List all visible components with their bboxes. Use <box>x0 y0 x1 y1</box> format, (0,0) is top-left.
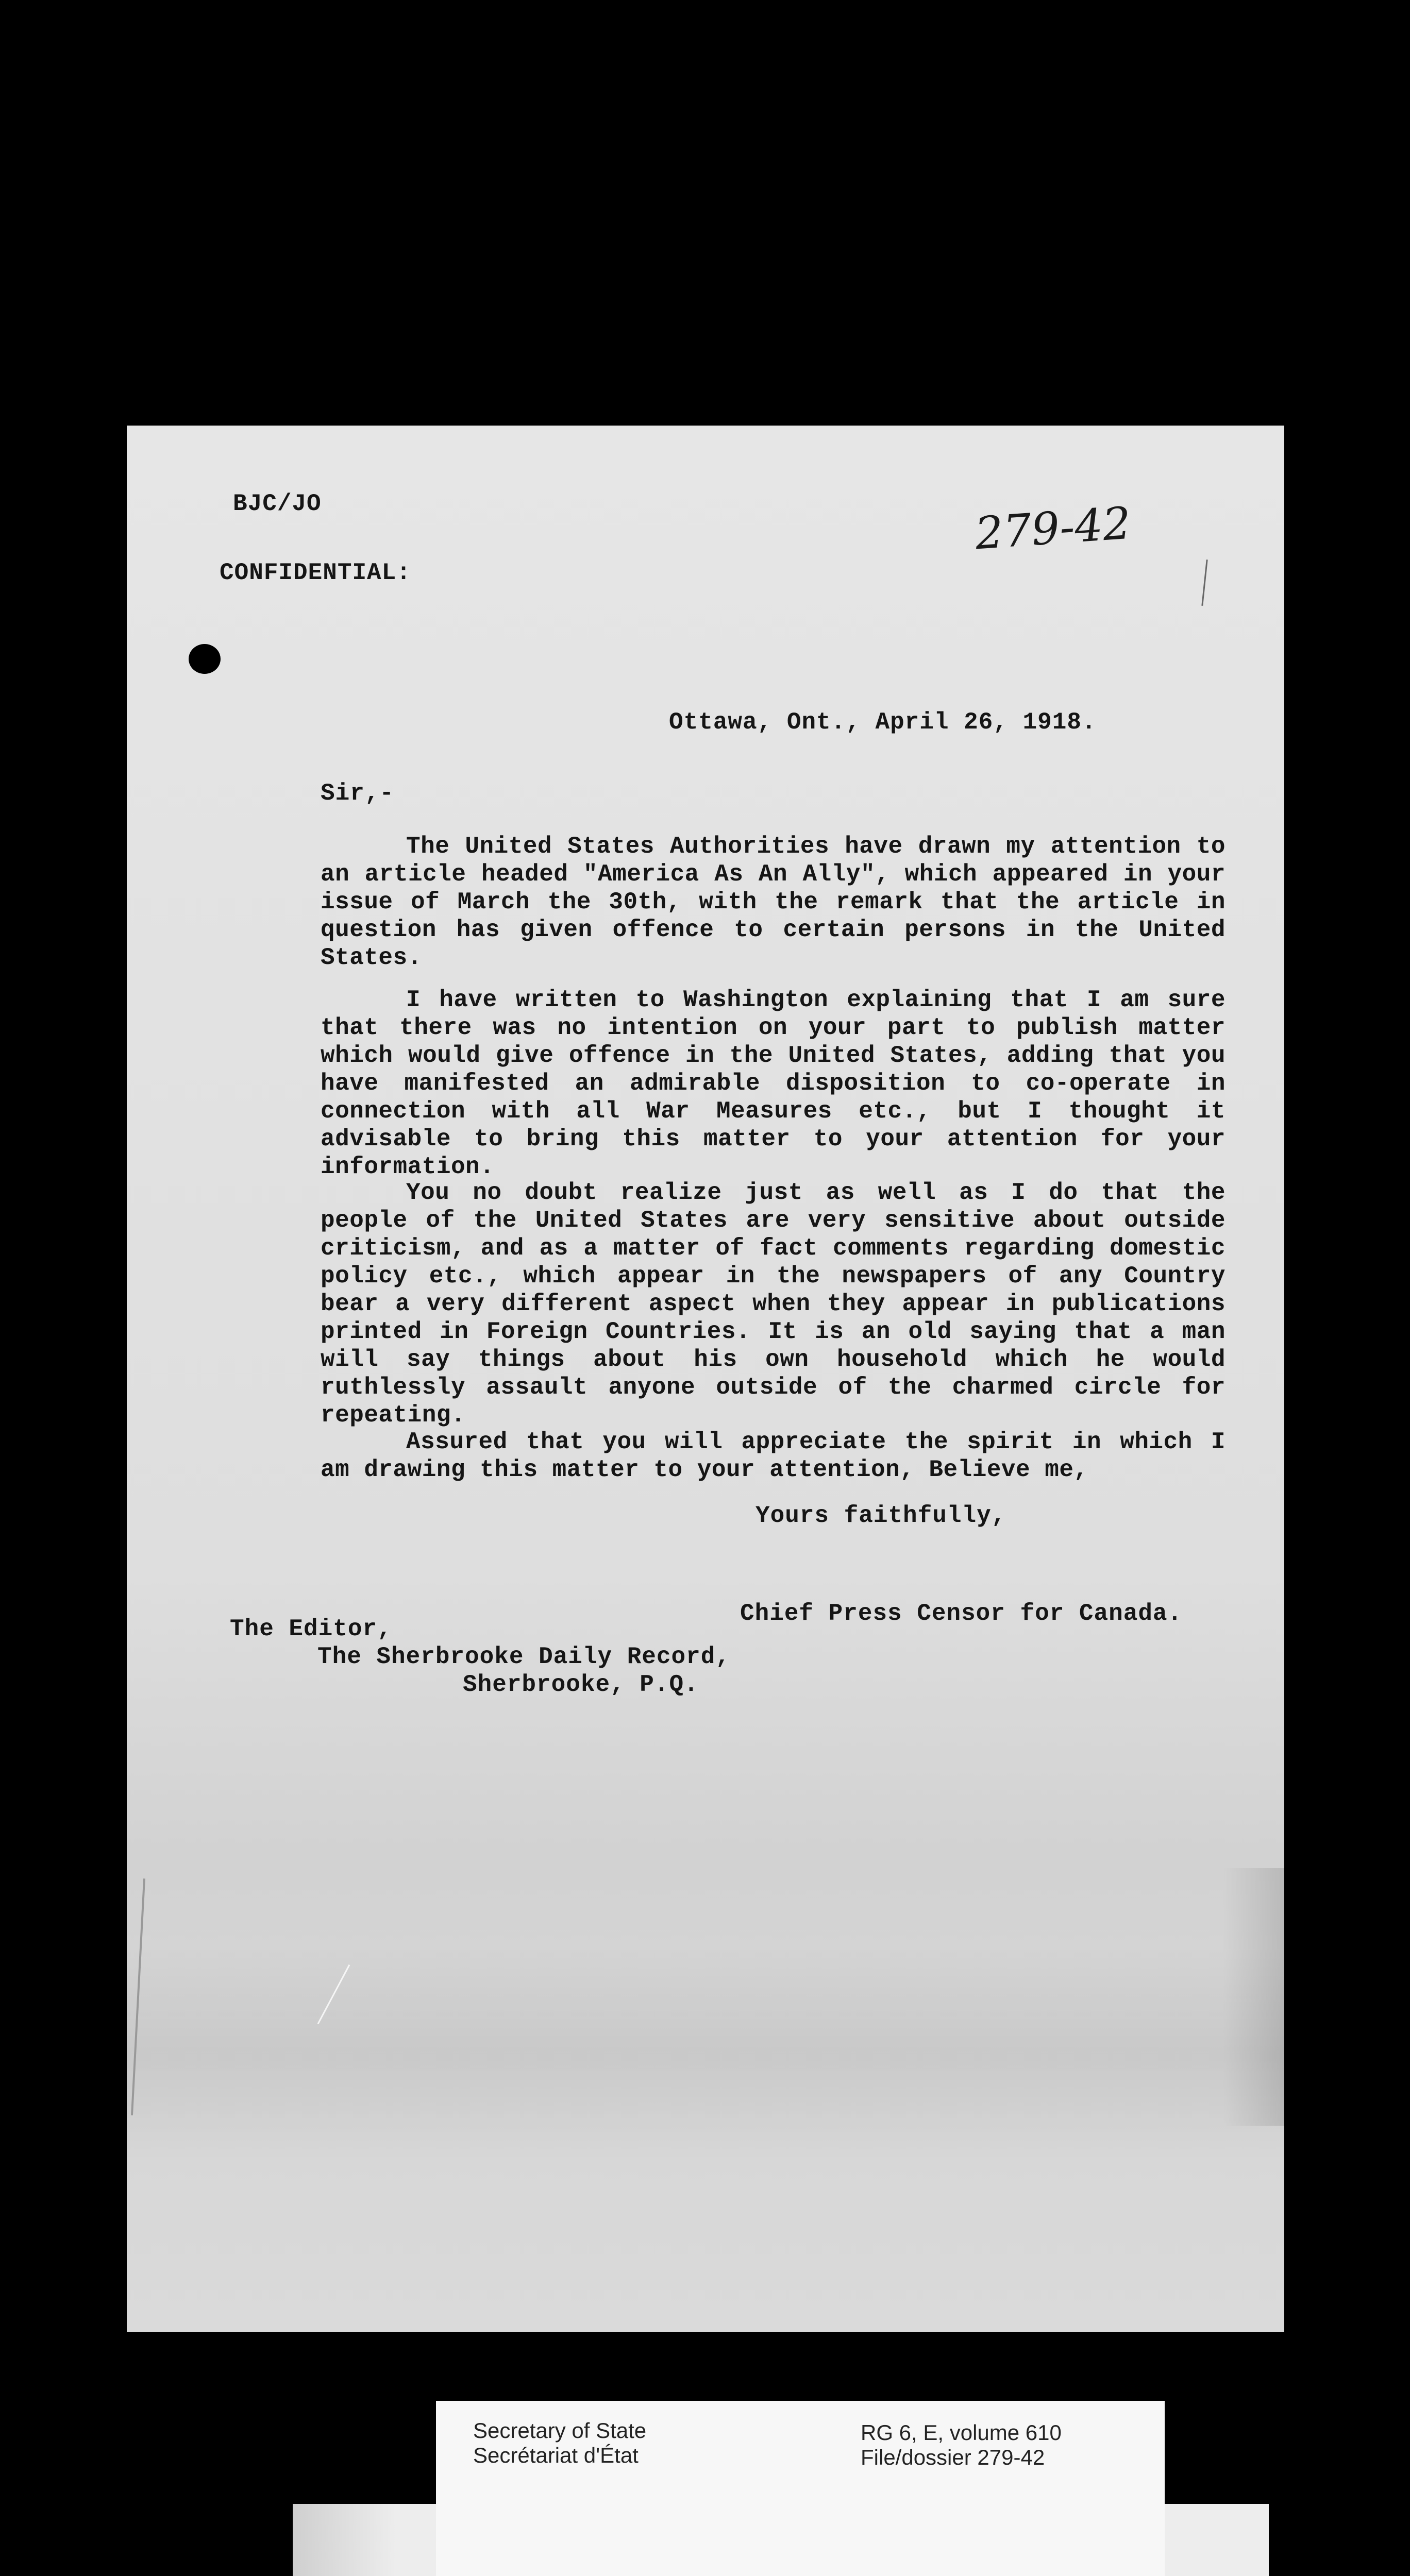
letter-paragraph: You no doubt realize just as well as I do that the people of the United States are very sensitive about outside criticism, and as a matter of fact comments regarding domestic policy etc., which appear in the newspapers of any Country bear a very different aspect when they appear in publications printed in Foreign Countries. It is an old saying that a man will say things about his own household which he would ruthlessly assault anyone outside of the charmed circle for repeating. <box>321 1179 1226 1429</box>
paper-stain <box>127 1945 1284 2162</box>
paper-edge-shadow <box>1222 1868 1284 2126</box>
salutation: Sir,- <box>321 780 395 807</box>
volume-reference: RG 6, E, volume 610 <box>861 2420 1062 2445</box>
address-line: The Editor, <box>230 1616 392 1642</box>
punch-hole <box>189 644 221 674</box>
address-line: Sherbrooke, P.Q. <box>463 1671 699 1698</box>
archive-reference-label <box>436 2401 1165 2576</box>
letter-paragraph: Assured that you will appreciate the spirit in which I am drawing this matter to your attention, Believe me, <box>321 1429 1226 1483</box>
confidential-label: CONFIDENTIAL: <box>220 560 411 586</box>
file-reference: File/dossier 279-42 <box>861 2445 1045 2469</box>
date-line: Ottawa, Ont., April 26, 1918. <box>669 709 1097 736</box>
department-fr: Secrétariat d'État <box>473 2443 639 2467</box>
card-shadow <box>293 2504 396 2576</box>
address-line: The Sherbrooke Daily Record, <box>317 1643 730 1670</box>
handwritten-file-number: 279-42 <box>973 497 1133 560</box>
department-en: Secretary of State <box>473 2418 647 2443</box>
letter-paragraph: I have written to Washington explaining that I am sure that there was no intention on your part to publish matter which would give offence in the United States, adding that you have manifested an admirable disposition to co-operate in connection with all War Measures etc., but I thought it advisable to bring this matter to your attention for your information. <box>321 987 1226 1180</box>
scratch-mark <box>1201 560 1207 606</box>
closing: Yours faithfully, <box>756 1502 1006 1529</box>
letter-paragraph: The United States Authorities have drawn my attention to an article headed "America As An Ally", which appeared in your issue of March the 30th, with the remark that the article in question has given offence to certain persons in the United States. <box>321 833 1226 971</box>
letter-page <box>127 426 1284 2332</box>
signer-title: Chief Press Censor for Canada. <box>740 1600 1183 1627</box>
reference-initials: BJC/JO <box>233 490 322 517</box>
